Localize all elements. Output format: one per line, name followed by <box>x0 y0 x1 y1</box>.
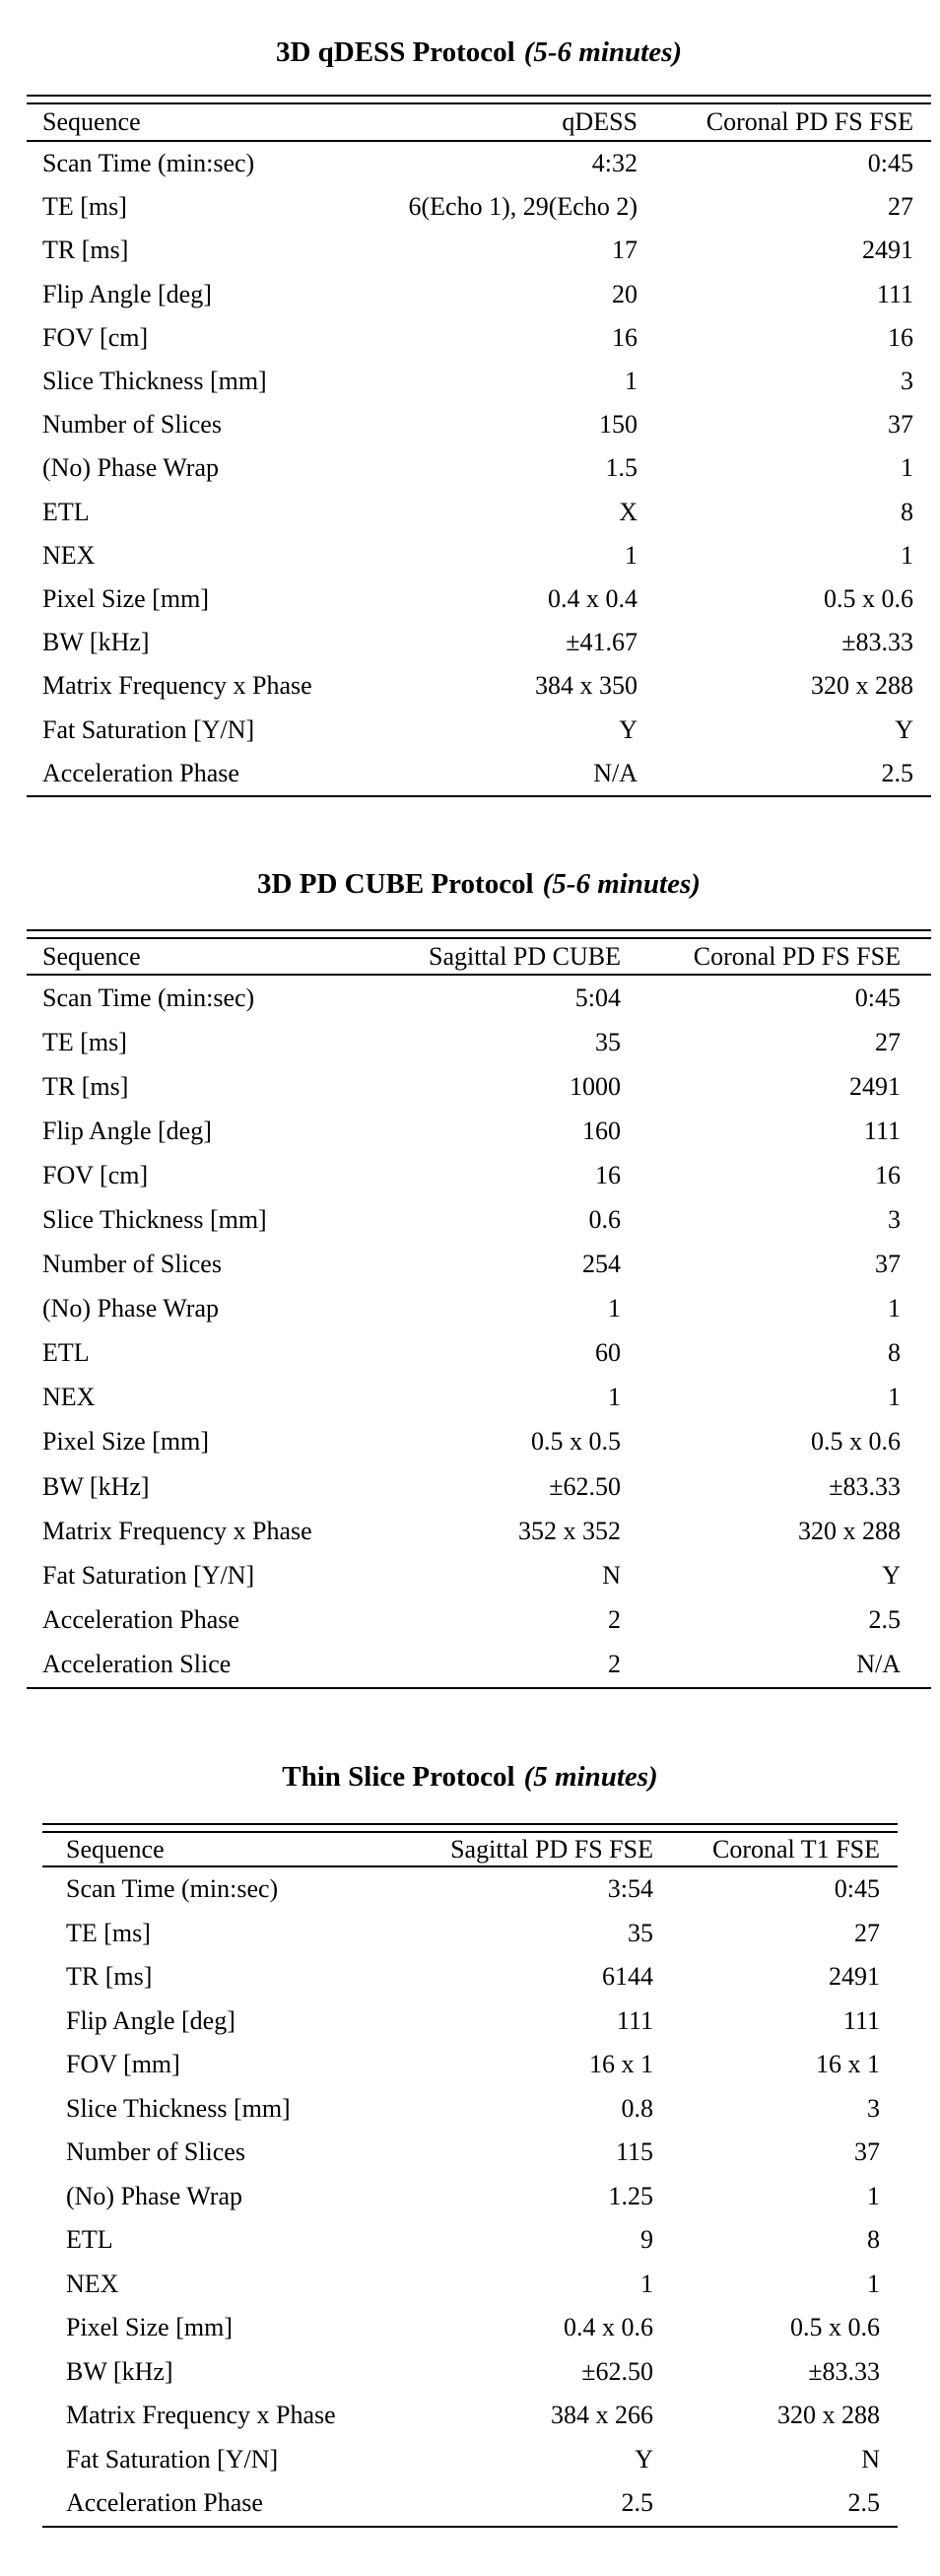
table-row <box>42 1912 898 1956</box>
cell-value: 0.4 x 0.6 <box>564 2313 653 2342</box>
cell-value: 17 <box>612 236 638 265</box>
table-row <box>27 1376 931 1420</box>
table-row <box>27 1642 931 1686</box>
cell-value: 1 <box>625 540 638 570</box>
table-bottomrule <box>27 795 931 797</box>
row-label: BW [kHz] <box>66 2356 173 2386</box>
row-label: Acceleration Phase <box>42 758 239 787</box>
cell-value: Y <box>619 714 638 744</box>
cell-value: 1000 <box>570 1071 621 1101</box>
table-row <box>27 1553 931 1597</box>
column-header-value-1: qDESS <box>562 107 638 136</box>
row-label: Scan Time (min:sec) <box>42 149 255 178</box>
cell-value: 1 <box>901 540 913 570</box>
cell-value: 111 <box>842 2005 880 2035</box>
table-row <box>27 577 931 621</box>
row-label: TE [ms] <box>66 1918 151 1947</box>
table-row <box>42 2000 898 2044</box>
cell-value: ±41.67 <box>566 628 638 657</box>
table-toprule <box>27 95 931 104</box>
row-label: ETL <box>42 497 90 526</box>
cell-value: 37 <box>875 1250 901 1279</box>
table-row <box>27 1420 931 1464</box>
table-row <box>27 446 931 490</box>
cell-value: 0:45 <box>867 149 913 178</box>
table-title <box>42 1762 898 1792</box>
cell-value: 2.5 <box>621 2488 653 2518</box>
cell-value: 0.5 x 0.5 <box>531 1427 621 1457</box>
cell-value: 16 x 1 <box>816 2050 880 2079</box>
cell-value: 150 <box>599 410 638 440</box>
row-label: Flip Angle [deg] <box>42 1116 212 1145</box>
row-label: Number of Slices <box>42 1250 222 1279</box>
row-label: BW [kHz] <box>42 1471 150 1501</box>
cell-value: 2 <box>608 1604 621 1634</box>
row-label: FOV [cm] <box>42 322 149 352</box>
table-title-note: (5 minutes) <box>523 1761 658 1793</box>
cell-value: 111 <box>876 279 913 308</box>
table-row <box>27 1597 931 1642</box>
table-toprule <box>27 929 931 939</box>
column-header-sequence: Sequence <box>66 1834 165 1864</box>
cell-value: 2491 <box>862 236 913 265</box>
table-row <box>42 1955 898 2000</box>
cell-value: 111 <box>863 1116 901 1145</box>
column-header-value-2: Coronal PD FS FSE <box>705 107 913 136</box>
cell-value: 37 <box>854 2137 880 2167</box>
row-label: TR [ms] <box>66 1962 153 1992</box>
cell-value: 0:45 <box>854 983 901 1012</box>
table-row <box>27 403 931 446</box>
cell-value: N/A <box>856 1649 901 1678</box>
cell-value: 3:54 <box>607 1874 653 1904</box>
cell-value: 0.6 <box>588 1205 621 1235</box>
table-row <box>27 1064 931 1109</box>
cell-value: 1 <box>608 1294 621 1323</box>
table-row <box>42 2218 898 2263</box>
cell-value: 4:32 <box>591 149 638 178</box>
row-label: TR [ms] <box>42 1071 129 1101</box>
title-gap <box>27 899 931 929</box>
cell-value: 1 <box>888 1383 901 1412</box>
cell-value: 6144 <box>602 1962 653 1992</box>
table-row <box>42 2481 898 2526</box>
table-row <box>27 1153 931 1197</box>
cell-value: 3 <box>867 2093 880 2123</box>
protocol-table-thin-slice <box>42 1762 898 2528</box>
row-label: BW [kHz] <box>42 628 150 657</box>
header-row <box>42 1833 898 1865</box>
cell-value: 0:45 <box>834 1874 880 1904</box>
table-row <box>27 664 931 708</box>
row-label: Matrix Frequency x Phase <box>42 1516 312 1545</box>
table-row <box>27 1197 931 1242</box>
table-title-text: 3D qDESS Protocol <box>275 36 515 68</box>
table-bottomrule <box>27 1687 931 1689</box>
table-row <box>27 621 931 664</box>
row-label: TE [ms] <box>42 192 127 222</box>
column-header-sequence: Sequence <box>42 941 141 971</box>
cell-value: 384 x 350 <box>535 671 638 701</box>
header-row <box>27 939 931 974</box>
cell-value: 1 <box>625 367 638 396</box>
cell-value: 1.25 <box>608 2181 653 2210</box>
protocol-table-qdess <box>27 37 931 797</box>
table-row <box>42 2350 898 2395</box>
cell-value: 111 <box>616 2005 653 2035</box>
table-row <box>27 534 931 577</box>
table-row <box>27 752 931 795</box>
cell-value: 1 <box>608 1383 621 1412</box>
cell-value: 1 <box>901 453 913 483</box>
row-label: Slice Thickness [mm] <box>42 367 267 396</box>
table-row <box>27 1287 931 1331</box>
cell-value: 2491 <box>849 1071 901 1101</box>
table-toprule <box>42 1823 898 1833</box>
protocol-table-pd-cube <box>27 869 931 1689</box>
row-label: Scan Time (min:sec) <box>66 1874 279 1904</box>
row-label: Slice Thickness [mm] <box>42 1205 267 1235</box>
row-label: NEX <box>42 1383 96 1412</box>
row-label: Fat Saturation [Y/N] <box>42 714 255 744</box>
cell-value: Y <box>882 1560 901 1590</box>
row-label: Matrix Frequency x Phase <box>66 2401 336 2430</box>
row-label: (No) Phase Wrap <box>66 2181 242 2210</box>
cell-value: 1 <box>888 1294 901 1323</box>
cell-value: 320 x 288 <box>811 671 913 701</box>
cell-value: N <box>861 2444 880 2474</box>
table-row <box>27 142 931 185</box>
cell-value: ±83.33 <box>829 1471 901 1501</box>
cell-value: 8 <box>867 2225 880 2255</box>
table-row <box>27 1331 931 1376</box>
row-label: ETL <box>42 1338 90 1368</box>
cell-value: 1 <box>640 2269 653 2298</box>
cell-value: 3 <box>901 367 913 396</box>
cell-value: 35 <box>628 1918 653 1947</box>
table-row <box>42 2087 898 2132</box>
row-label: Fat Saturation [Y/N] <box>66 2444 279 2474</box>
cell-value: 1 <box>867 2181 880 2210</box>
header-row <box>27 104 931 140</box>
row-label: TR [ms] <box>42 236 129 265</box>
cell-value: 35 <box>595 1027 621 1056</box>
row-label: Acceleration Slice <box>42 1649 232 1678</box>
row-label: Acceleration Phase <box>42 1604 239 1634</box>
table-row <box>27 185 931 229</box>
table-row <box>27 1509 931 1553</box>
column-header-value-1: Sagittal PD CUBE <box>428 941 621 971</box>
table-row <box>42 2043 898 2087</box>
cell-value: X <box>619 497 638 526</box>
row-label: Pixel Size [mm] <box>42 583 209 613</box>
cell-value: 27 <box>888 192 913 222</box>
table-title <box>27 869 931 899</box>
table-row <box>42 1867 898 1912</box>
cell-value: 27 <box>854 1918 880 1947</box>
title-gap <box>42 1792 898 1823</box>
cell-value: 60 <box>595 1338 621 1368</box>
table-row <box>27 708 931 751</box>
cell-value: 0.5 x 0.6 <box>824 583 913 613</box>
row-label: Fat Saturation [Y/N] <box>42 1560 255 1590</box>
cell-value: 37 <box>888 410 913 440</box>
cell-value: 2491 <box>829 1962 880 1992</box>
cell-value: ±62.50 <box>549 1471 621 1501</box>
cell-value: 16 <box>875 1160 901 1189</box>
table-title-text: 3D PD CUBE Protocol <box>257 868 534 900</box>
row-label: Slice Thickness [mm] <box>66 2093 291 2123</box>
row-label: FOV [cm] <box>42 1160 149 1189</box>
cell-value: N <box>602 1560 621 1590</box>
table-row <box>42 2394 898 2438</box>
cell-value: 320 x 288 <box>798 1516 901 1545</box>
column-header-value-2: Coronal T1 FSE <box>712 1834 880 1864</box>
cell-value: 27 <box>875 1027 901 1056</box>
cell-value: 3 <box>888 1205 901 1235</box>
row-label: Acceleration Phase <box>66 2488 263 2518</box>
row-label: ETL <box>66 2225 113 2255</box>
table-row <box>27 1020 931 1064</box>
column-header-value-1: Sagittal PD FS FSE <box>450 1834 653 1864</box>
row-label: FOV [mm] <box>66 2050 180 2079</box>
cell-value: 320 x 288 <box>777 2401 880 2430</box>
column-header-sequence: Sequence <box>42 107 141 136</box>
cell-value: 0.8 <box>621 2093 653 2123</box>
row-label: (No) Phase Wrap <box>42 1294 219 1323</box>
table-row <box>27 1109 931 1153</box>
cell-value: 2.5 <box>881 758 913 787</box>
table-body <box>42 1867 898 2526</box>
cell-value: 16 <box>888 322 913 352</box>
row-label: Number of Slices <box>66 2137 245 2167</box>
cell-value: ±83.33 <box>808 2356 880 2386</box>
cell-value: 115 <box>615 2137 653 2167</box>
cell-value: 9 <box>640 2225 653 2255</box>
table-row <box>42 2175 898 2219</box>
table-row <box>42 2438 898 2482</box>
table-title-note: (5-6 minutes) <box>523 36 683 68</box>
cell-value: 0.5 x 0.6 <box>811 1427 901 1457</box>
cell-value: Y <box>635 2444 653 2474</box>
table-row <box>42 2263 898 2307</box>
row-label: (No) Phase Wrap <box>42 453 219 483</box>
cell-value: 254 <box>582 1250 621 1279</box>
row-label: Pixel Size [mm] <box>42 1427 209 1457</box>
table-title-text: Thin Slice Protocol <box>282 1761 515 1793</box>
cell-value: 20 <box>612 279 638 308</box>
title-gap <box>27 67 931 95</box>
cell-value: 2.5 <box>868 1604 901 1634</box>
column-header-value-2: Coronal PD FS FSE <box>693 941 901 971</box>
cell-value: 16 <box>612 322 638 352</box>
cell-value: 2.5 <box>847 2488 880 2518</box>
table-row <box>27 316 931 360</box>
row-label: Number of Slices <box>42 410 222 440</box>
row-label: NEX <box>66 2269 119 2298</box>
table-row <box>27 1243 931 1287</box>
cell-value: 384 x 266 <box>551 2401 653 2430</box>
row-label: Flip Angle [deg] <box>42 279 212 308</box>
cell-value: Y <box>895 714 913 744</box>
cell-value: 352 x 352 <box>518 1516 621 1545</box>
table-title <box>27 37 931 67</box>
row-label: Scan Time (min:sec) <box>42 983 255 1012</box>
cell-value: 8 <box>888 1338 901 1368</box>
row-label: TE [ms] <box>42 1027 127 1056</box>
cell-value: 16 <box>595 1160 621 1189</box>
cell-value: ±62.50 <box>581 2356 653 2386</box>
table-title-note: (5-6 minutes) <box>542 868 701 900</box>
cell-value: 2 <box>608 1649 621 1678</box>
table-row <box>42 2131 898 2175</box>
table-row <box>27 976 931 1020</box>
table-row <box>27 273 931 316</box>
table-row <box>42 2306 898 2350</box>
row-label: Pixel Size [mm] <box>66 2313 233 2342</box>
cell-value: N/A <box>593 758 638 787</box>
table-body <box>27 976 931 1687</box>
cell-value: 5:04 <box>574 983 621 1012</box>
cell-value: 8 <box>901 497 913 526</box>
table-row <box>27 360 931 403</box>
cell-value: 6(Echo 1), 29(Echo 2) <box>408 192 638 222</box>
cell-value: 160 <box>582 1116 621 1145</box>
cell-value: 0.5 x 0.6 <box>790 2313 880 2342</box>
cell-value: ±83.33 <box>841 628 913 657</box>
cell-value: 16 x 1 <box>589 2050 653 2079</box>
row-label: Matrix Frequency x Phase <box>42 671 312 701</box>
cell-value: 0.4 x 0.4 <box>548 583 638 613</box>
cell-value: 1 <box>867 2269 880 2298</box>
table-row <box>27 491 931 534</box>
row-label: NEX <box>42 540 96 570</box>
table-body <box>27 142 931 795</box>
table-row <box>27 229 931 272</box>
row-label: Flip Angle [deg] <box>66 2005 235 2035</box>
table-bottomrule <box>42 2526 898 2528</box>
cell-value: 1.5 <box>605 453 638 483</box>
table-row <box>27 1464 931 1509</box>
